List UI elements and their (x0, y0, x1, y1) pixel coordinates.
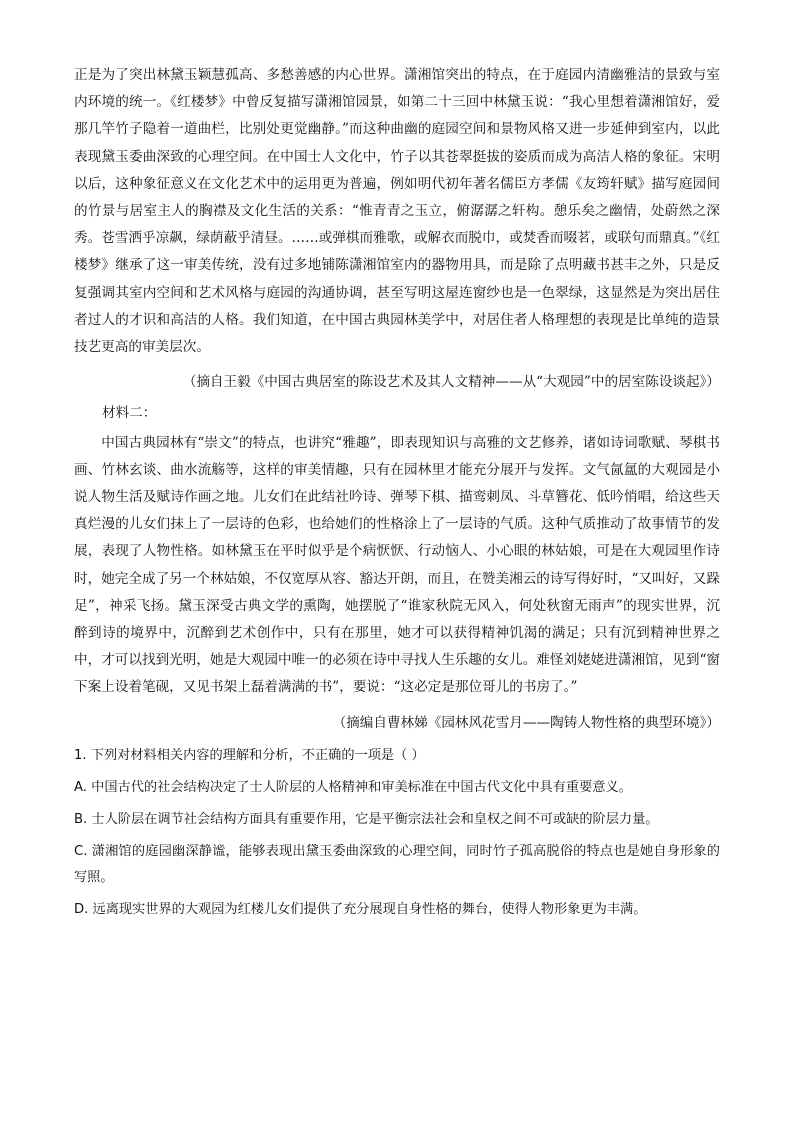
document-page (74, 62, 720, 923)
material1-source: （摘自王毅《中国古典居室的陈设艺术及其人文精神——从“大观园”中的居室陈设谈起》） (182, 374, 720, 391)
material2-source: （摘编自曹林娣《园林风花雪月——陶铸人物性格的典型环境》） (332, 714, 720, 731)
material2-label: 材料二： (102, 405, 157, 422)
option-d: D. 远离现实世界的大观园为红楼儿女们提供了充分展现自身性格的舞台，使得人物形象更为丰满。 (74, 901, 647, 917)
option-b: B. 士人阶层在调节社会结构方面具有重要作用，它是平衡宗法社会和皇权之间不可或缺的阶层力量。 (74, 811, 659, 827)
question-stem: 1. 下列对材料相关内容的理解和分析，不正确的一项是（ ） (74, 747, 425, 763)
option-a: A. 中国古代的社会结构决定了士人阶层的人格精神和审美标准在中国古代文化中具有重要意义。 (74, 779, 632, 795)
material1-paragraph: 正是为了突出林黛玉颖慧孤高、多愁善感的内心世界。潇湘馆突出的特点，在于庭园内清幽雅洁的景致与室内环境的统一。《红楼梦》中曾反复描写潇湘馆园景，如第二十三回中林黛玉说：“我心里想着潇湘馆好，爱那几竿竹子隐着一道曲栏，比别处更觉幽静。”而这种曲幽的庭园空间和景物风格又进一步延伸到室内，以此表现黛玉委曲深致的心理空间。在中国士人文化中，竹子以其苍翠挺拔的姿质而成为高洁人格的象征。宋明以后，这种象征意义在文化艺术中的运用更为普遍，例如明代初年著名儒臣方孝儒《友筠轩赋》描写庭园间的竹景与居室主人的胸襟及文化生活的关系：“惟青青之玉立，俯潺潺之轩构。憩乐矣之幽情，处蔚然之深秀。苍雪洒乎凉飙，绿荫蔽乎清昼。……或弹棋而雅歌，或解衣而脱巾，或焚香而啜茗，或联句而鼎真。”《红楼梦》继承了这一审美传统，没有过多地铺陈潇湘馆室内的器物用具，而是除了点明藏书甚丰之外，只是反复强调其室内空间和艺术风格与庭园的沟通协调，甚至写明这屋连窗纱也是一色翠绿，这显然是为突出居住者过人的才识和高洁的人格。我们知道，在中国古典园林美学中，对居住者人格理想的表现是比单纯的造景技艺更高的审美层次。 (74, 67, 720, 356)
option-c: C. 潇湘馆的庭园幽深静谧，能够表现出黛玉委曲深致的心理空间，同时竹子孤高脱俗的特点也是她自身形象的写照。 (74, 843, 720, 885)
material2-paragraph: 中国古典园林有“崇文”的特点，也讲究“雅趣”，即表现知识与高雅的文艺修养，诸如诗词歌赋、琴棋书画、竹林玄谈、曲水流觞等，这样的审美情趣，只有在园林里才能充分展开与发挥。文气氤氲的大观园是小说人物生活及赋诗作画之地。儿女们在此结社吟诗、弹琴下棋、描鸾刺凤、斗草簪花、低吟悄唱，给这些天真烂漫的儿女们抹上了一层诗的色彩，也给她们的性格涂上了一层诗的气质。这种气质推动了故事情节的发展，表现了人物性格。如林黛玉在平时似乎是个病恹恹、行动恼人、小心眼的林姑娘，可是在大观园里作诗时，她完全成了另一个林姑娘，不仅宽厚从容、豁达开朗，而且，在赞美湘云的诗写得好时，“又叫好，又跺足”，神采飞扬。黛玉深受古典文学的熏陶，她摆脱了“谁家秋院无风入，何处秋窗无雨声”的现实世界，沉醉到诗的境界中，沉醉到艺术创作中，只有在那里，她才可以获得精神饥渴的满足；只有沉到精神世界之中，才可以找到光明，她是大观园中唯一的必须在诗中寻找人生乐趣的女儿。难怪刘姥姥进潇湘馆，见到“窗下案上设着笔砚，又见书架上磊着满满的书”，要说：“这必定是那位哥儿的书房了。” (74, 434, 720, 696)
